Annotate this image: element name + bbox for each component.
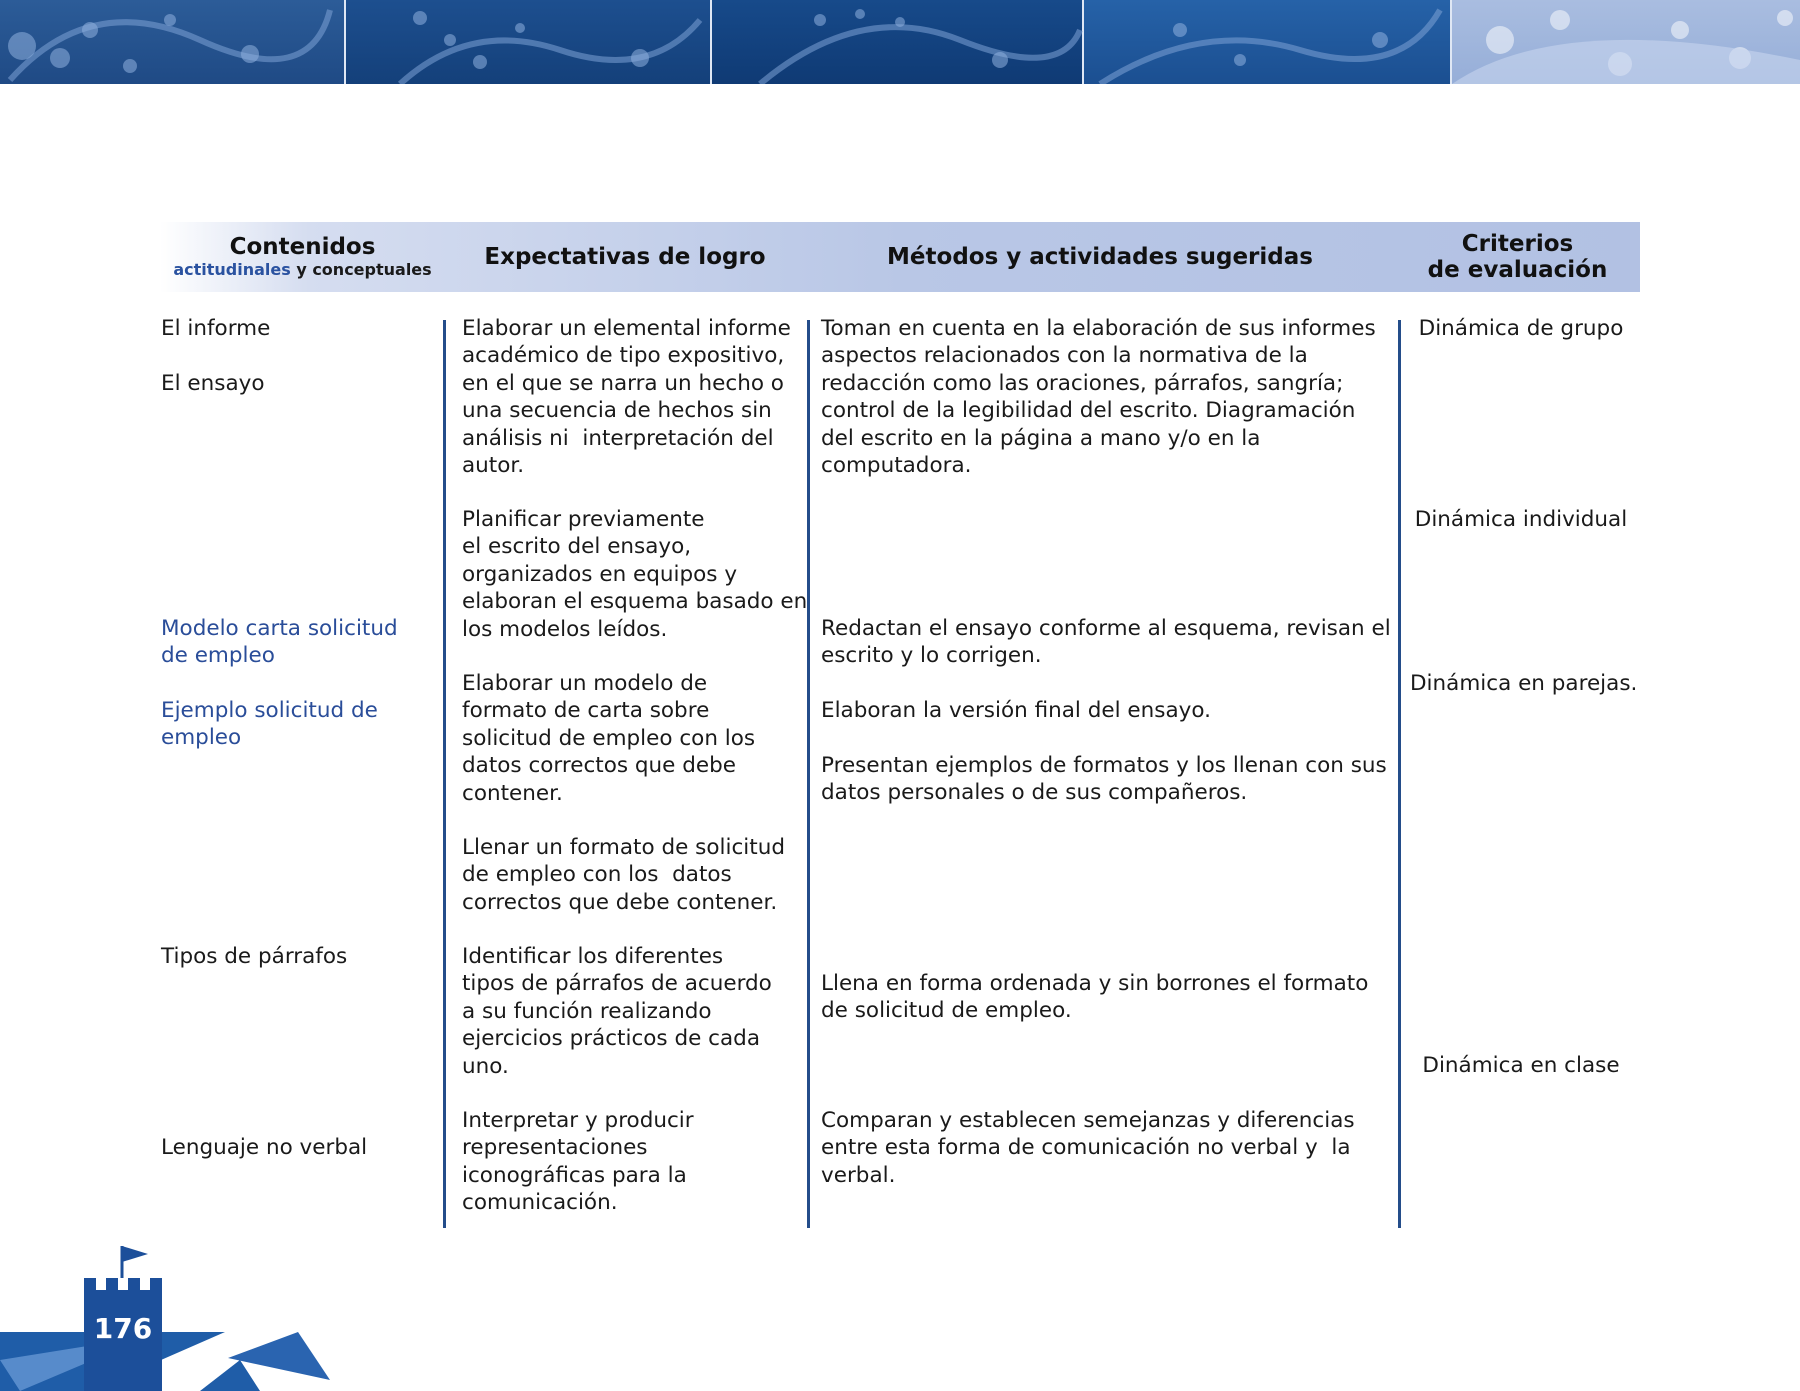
header-criterios-line1: Criterios xyxy=(1461,231,1574,257)
header-metodos xyxy=(805,222,1395,292)
header-criterios xyxy=(1395,222,1640,292)
criterio-dinamica-clase: Dinámica en clase xyxy=(1422,1053,1620,1078)
contenido-lenguaje-no-verbal: Lenguaje no verbal xyxy=(161,1135,368,1160)
footer-tower-graphic xyxy=(0,1240,360,1391)
metodo-redactan-ensayo: Redactan el ensayo conforme al esquema, revisan el escrito y lo corrigen. xyxy=(821,616,1391,669)
banner-ornament-graphic xyxy=(0,0,1800,84)
expectativa-ensayo: Planificar previamente el escrito del ensayo, organizados en equipos y elaboran el esquema basado en los modelos leídos. xyxy=(462,507,808,642)
header-contenidos-subtitle xyxy=(173,260,431,280)
header-sub-conceptuales: y conceptuales xyxy=(290,260,432,279)
expectativa-parrafos: Identificar los diferentes tipos de párrafos de acuerdo a su función realizando ejercicios prácticos de cada uno. xyxy=(462,944,772,1079)
expectativa-lenguaje: Interpretar y producir representaciones iconográficas para la comunicación. xyxy=(462,1108,694,1216)
header-contenidos-title: Contenidos xyxy=(229,234,376,260)
criterio-dinamica-grupo: Dinámica de grupo xyxy=(1418,316,1624,341)
metodo-version-final: Elaboran la versión final del ensayo. xyxy=(821,698,1211,723)
contenido-ensayo: El ensayo xyxy=(161,371,265,396)
contenido-modelo-carta: Modelo carta solicitud de empleo xyxy=(161,616,398,669)
header-expectativas-title: Expectativas de logro xyxy=(484,244,766,270)
criterio-dinamica-individual: Dinámica individual xyxy=(1414,507,1628,532)
top-banner xyxy=(0,0,1800,84)
expectativa-modelo-carta: Elaborar un modelo de formato de carta sobre solicitud de empleo con los datos correctos que debe contener. xyxy=(462,671,756,806)
expectativa-informe: Elaborar un elemental informe académico de tipo expositivo, en el que se narra un hecho o una secuencia de hechos sin análisis ni interpretación del autor. xyxy=(462,316,791,479)
column-divider xyxy=(1398,320,1401,1228)
criterio-dinamica-parejas: Dinámica en parejas. xyxy=(1410,671,1638,696)
metodo-informe: Toman en cuenta en la elaboración de sus informes aspectos relacionados con la normativa de la redacción como las oraciones, párrafos, sangría; control de la legibilidad del escrito. Diagramación del escrito en la página a mano y/o en la computadora. xyxy=(821,316,1376,479)
column-divider xyxy=(807,320,810,1228)
contenido-ejemplo-solicitud: Ejemplo solicitud de empleo xyxy=(161,698,378,751)
header-sub-actitudinales: actitudinales xyxy=(173,260,291,279)
header-metodos-title: Métodos y actividades sugeridas xyxy=(887,244,1313,270)
header-contenidos xyxy=(160,222,445,292)
metodo-ejemplos-formatos: Presentan ejemplos de formatos y los llenan con sus datos personales o de sus compañeros. xyxy=(821,753,1387,806)
contenido-tipos-parrafos: Tipos de párrafos xyxy=(161,944,348,969)
contenido-informe: El informe xyxy=(161,316,271,341)
header-expectativas xyxy=(445,222,805,292)
expectativa-llenar-formato: Llenar un formato de solicitud de empleo con los datos correctos que debe contener. xyxy=(462,835,785,915)
table-header xyxy=(160,222,1640,292)
metodo-llena-formato: Llena en forma ordenada y sin borrones el formato de solicitud de empleo. xyxy=(821,971,1369,1024)
page-number: 176 xyxy=(93,1312,153,1345)
header-criterios-line2: de evaluación xyxy=(1427,257,1608,283)
column-divider xyxy=(443,320,446,1228)
metodo-comparan: Comparan y establecen semejanzas y diferencias entre esta forma de comunicación no verbal y la verbal. xyxy=(821,1108,1355,1188)
